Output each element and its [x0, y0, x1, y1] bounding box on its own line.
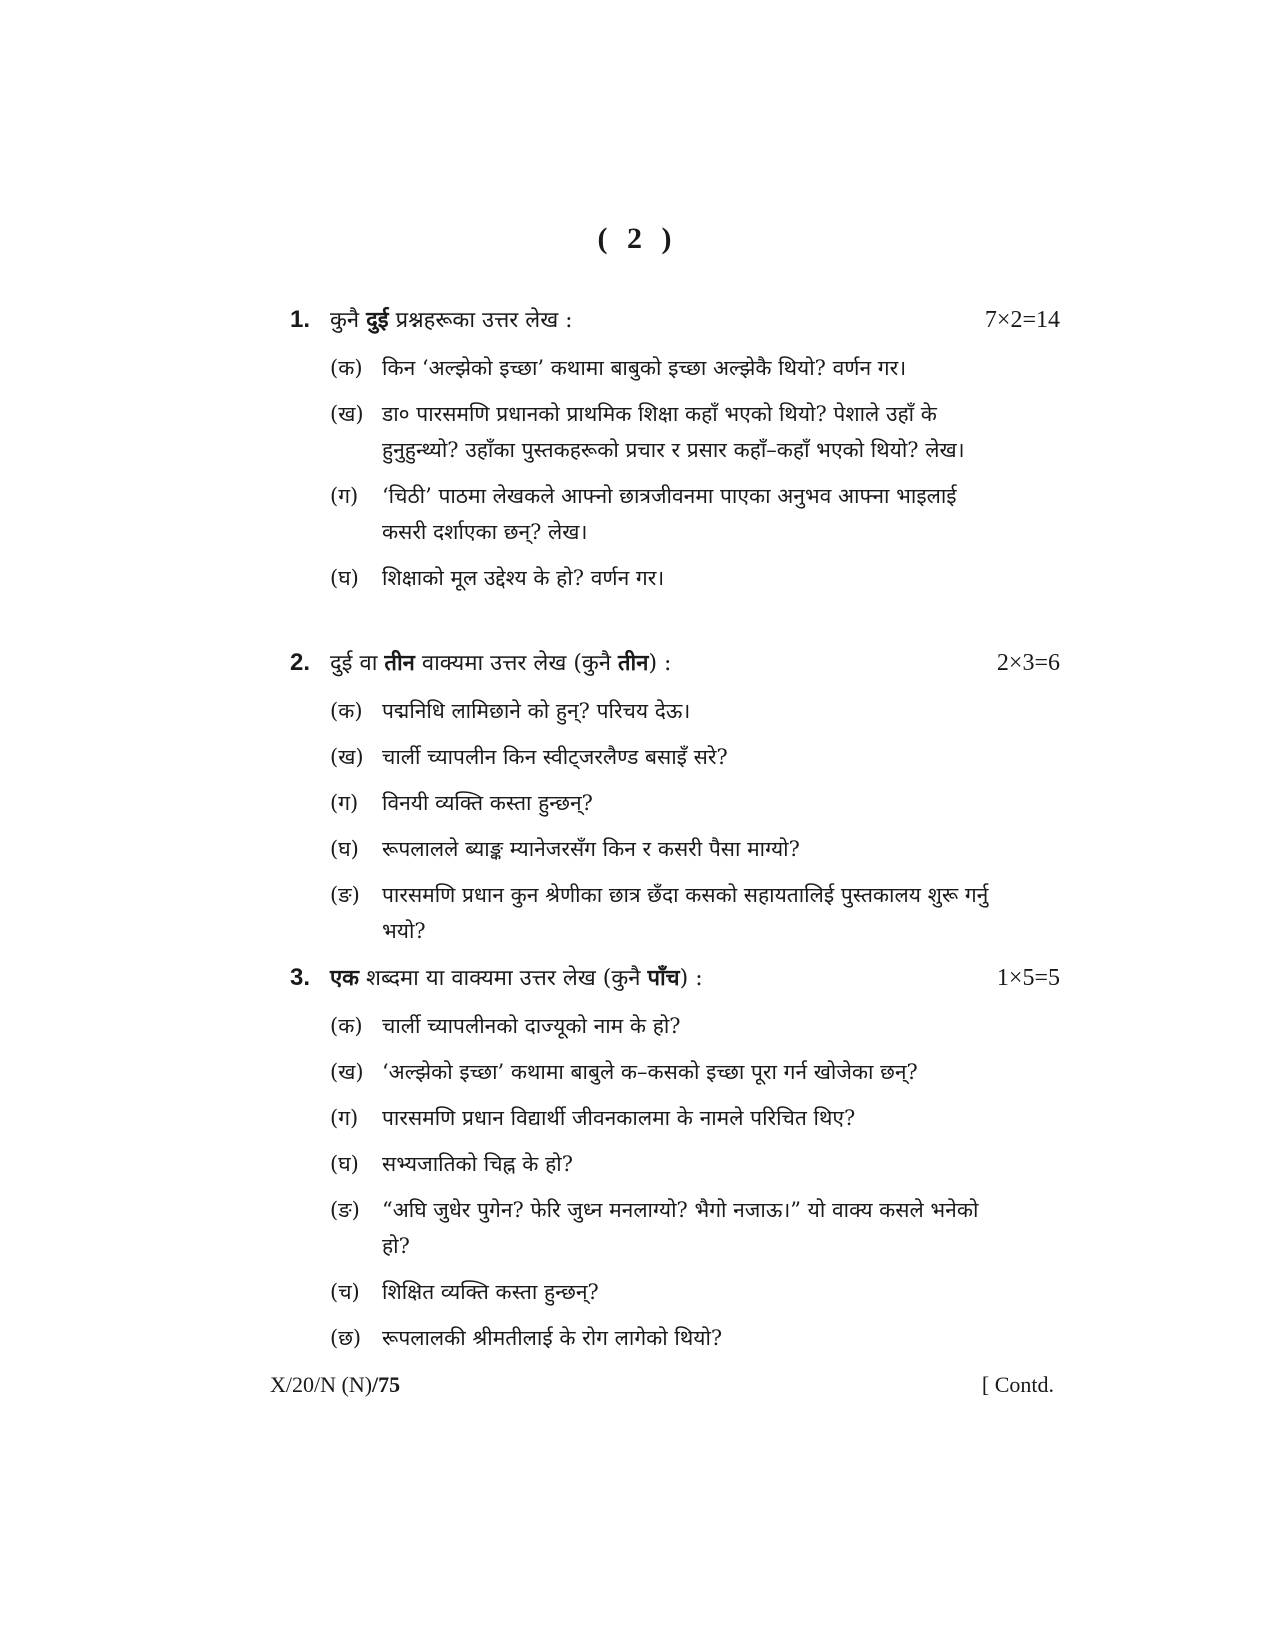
question-2 — [290, 643, 1060, 949]
instruction-emphasis: पाँच — [647, 965, 680, 991]
question-number: 2. — [290, 649, 311, 676]
sub-question-text: चार्ली च्यापलीन किन स्वीट्जरलैण्ड बसाइँ सरे? — [382, 745, 728, 769]
sub-question-label: (घ) — [330, 1152, 359, 1176]
sub-question-text: किन ‘अल्झेको इच्छा’ कथामा बाबुको इच्छा अल्झेकै थियो? वर्णन गर। — [382, 356, 907, 380]
sub-question — [330, 478, 1000, 550]
question-marks: 2×3=6 — [996, 650, 1060, 676]
sub-question — [330, 560, 1000, 596]
question-3 — [290, 958, 1060, 1356]
sub-question-text: पारसमणि प्रधान कुन श्रेणीका छात्र छँदा कसको सहायतालिई पुस्तकालय शुरू गर्नु भयो? — [382, 883, 989, 943]
sub-question-text: शिक्षाको मूल उद्देश्य के हो? वर्णन गर। — [382, 566, 665, 590]
sub-question-text: ‘चिठी’ पाठमा लेखकले आफ्नो छात्रजीवनमा पाएका अनुभव आफ्ना भाइलाई कसरी दर्शाएका छन्? लेख। — [382, 484, 957, 544]
sub-question-text: रूपलालले ब्याङ्क म्यानेजरसँग किन र कसरी पैसा माग्यो? — [382, 837, 800, 861]
sub-question-label: (घ) — [330, 837, 359, 861]
sub-question — [330, 785, 1000, 821]
sub-question — [330, 1274, 1000, 1310]
question-number: 1. — [290, 306, 311, 333]
sub-question-label: (ख) — [330, 402, 364, 426]
instruction-text: दुई वा — [330, 651, 385, 676]
instruction-text: ) : — [679, 966, 703, 991]
sub-question-label: (क) — [330, 1014, 363, 1038]
sub-question — [330, 396, 1000, 468]
question-marks: 1×5=5 — [996, 965, 1060, 991]
sub-question-label: (क) — [330, 699, 363, 723]
sub-question-label: (घ) — [330, 566, 359, 590]
sub-question — [330, 350, 1000, 386]
sub-question-text: रूपलालकी श्रीमतीलाई के रोग लागेको थियो? — [382, 1326, 723, 1350]
sub-question-text: चार्ली च्यापलीनको दाज्यूको नाम के हो? — [382, 1014, 681, 1038]
sub-question — [330, 1192, 1000, 1264]
question-header — [290, 643, 1060, 683]
paper-code-number: /75 — [372, 1372, 401, 1397]
sub-question-text: विनयी व्यक्ति कस्ता हुन्छन्? — [382, 791, 593, 815]
question-header — [290, 300, 1060, 340]
sub-question — [330, 831, 1000, 867]
question-instruction — [330, 958, 703, 999]
instruction-emphasis: तीन — [384, 650, 415, 676]
sub-question-text: “अघि जुधेर पुगेन? फेरि जुध्न मनलाग्यो? भैगो नजाऊ।” यो वाक्य कसले भनेको हो? — [382, 1198, 979, 1258]
question-header — [290, 958, 1060, 998]
question-1 — [290, 300, 1060, 596]
instruction-emphasis: एक — [330, 965, 360, 991]
paper-code-prefix: X/20/N (N) — [270, 1372, 373, 1397]
sub-question-label: (ग) — [330, 791, 359, 815]
sub-question — [330, 739, 1000, 775]
sub-question — [330, 1008, 1000, 1044]
sub-question-label: (ङ) — [330, 883, 360, 907]
continued-marker: [ Contd. — [981, 1372, 1054, 1397]
sub-question-label: (ख) — [330, 1060, 364, 1084]
sub-question-text: पारसमणि प्रधान विद्यार्थी जीवनकालमा के नामले परिचित थिए? — [382, 1106, 856, 1130]
sub-question — [330, 1100, 1000, 1136]
question-instruction — [330, 643, 671, 684]
instruction-text: वाक्यमा उत्तर लेख (कुनै — [414, 651, 618, 676]
paper-code — [270, 1372, 400, 1398]
sub-question — [330, 1146, 1000, 1182]
instruction-text: ) : — [648, 651, 672, 676]
sub-question-label: (ग) — [330, 484, 359, 508]
sub-question-label: (ग) — [330, 1106, 359, 1130]
sub-question — [330, 693, 1000, 729]
sub-question-text: ‘अल्झेको इच्छा’ कथामा बाबुले क–कसको इच्छा पूरा गर्न खोजेका छन्? — [382, 1060, 918, 1084]
sub-question — [330, 1054, 1000, 1090]
instruction-text: कुनै — [330, 308, 367, 333]
instruction-text: शब्दमा या वाक्यमा उत्तर लेख (कुनै — [359, 966, 648, 991]
question-number: 3. — [290, 964, 311, 991]
sub-question-label: (छ) — [330, 1326, 362, 1350]
instruction-text: प्रश्नहरूका उत्तर लेख : — [388, 308, 573, 333]
sub-question-label: (ख) — [330, 745, 364, 769]
sub-question — [330, 1320, 1000, 1356]
sub-question-label: (ङ) — [330, 1198, 360, 1222]
sub-question-text: शिक्षित व्यक्ति कस्ता हुन्छन्? — [382, 1280, 599, 1304]
sub-question-text: डा० पारसमणि प्रधानको प्राथमिक शिक्षा कहाँ भएको थियो? पेशाले उहाँ के हुनुहुन्थ्यो? उहाँका पुस्तकहरूको प्रचार र प्रसार कहाँ–कहाँ भएको थियो? लेख। — [382, 402, 965, 462]
page-number: ( 2 ) — [597, 222, 678, 255]
sub-question-label: (क) — [330, 356, 363, 380]
sub-question-label: (च) — [330, 1280, 360, 1304]
sub-question-text: पद्मनिधि लामिछाने को हुन्? परिचय देऊ। — [382, 699, 691, 723]
question-instruction — [330, 300, 573, 341]
instruction-emphasis: तीन — [618, 650, 649, 676]
question-marks: 7×2=14 — [984, 307, 1060, 333]
instruction-emphasis: दुई — [366, 307, 389, 333]
sub-question-text: सभ्यजातिको चिह्न के हो? — [382, 1152, 573, 1176]
sub-question — [330, 877, 1000, 949]
